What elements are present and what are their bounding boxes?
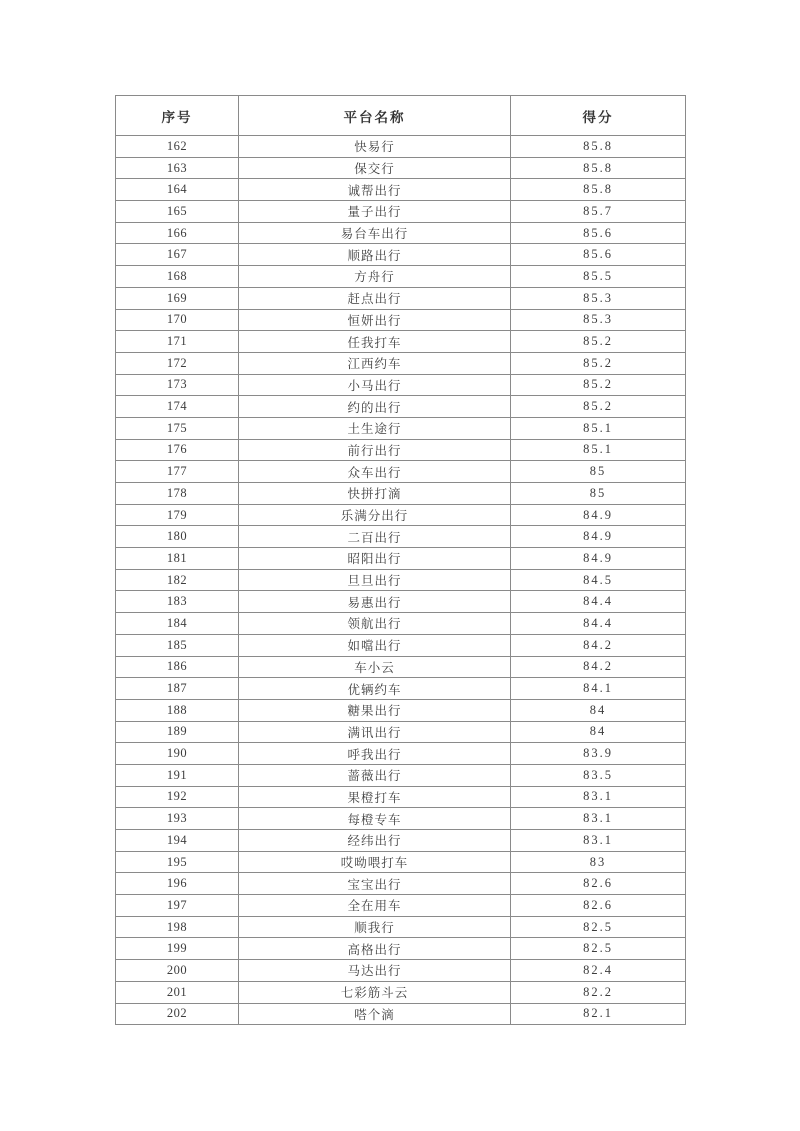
score-cell: 84 [511,721,686,743]
score-cell: 84.5 [511,569,686,591]
score-cell: 85.8 [511,136,686,158]
platform-name-cell: 如噹出行 [239,634,511,656]
table-row [116,938,686,960]
platform-name-cell: 顺路出行 [239,244,511,266]
serial-cell: 174 [116,396,239,418]
score-cell: 85.8 [511,179,686,201]
score-cell: 84.4 [511,613,686,635]
score-cell: 85.6 [511,244,686,266]
platform-name-cell: 赶点出行 [239,287,511,309]
serial-cell: 192 [116,786,239,808]
table-row [116,526,686,548]
platform-name-cell: 果橙打车 [239,786,511,808]
table-row [116,352,686,374]
table-row [116,634,686,656]
serial-cell: 173 [116,374,239,396]
score-cell: 84.2 [511,634,686,656]
table-row [116,764,686,786]
platform-name-cell: 乐满分出行 [239,504,511,526]
score-cell: 84.9 [511,504,686,526]
table-row [116,1003,686,1025]
platform-name-cell: 任我打车 [239,331,511,353]
table-row [116,287,686,309]
score-cell: 82.5 [511,938,686,960]
score-cell: 85.2 [511,352,686,374]
column-header-platform-name: 平台名称 [239,96,511,136]
score-cell: 83.1 [511,830,686,852]
serial-cell: 182 [116,569,239,591]
score-cell: 84.9 [511,526,686,548]
platform-name-cell: 方舟行 [239,266,511,288]
score-cell: 82.4 [511,960,686,982]
column-header-score: 得分 [511,96,686,136]
table-row [116,591,686,613]
score-cell: 84.1 [511,678,686,700]
serial-cell: 202 [116,1003,239,1025]
table-row [116,244,686,266]
platform-name-cell: 顺我行 [239,916,511,938]
score-cell: 84.2 [511,656,686,678]
platform-name-cell: 易台车出行 [239,222,511,244]
table-row [116,873,686,895]
score-cell: 85.3 [511,309,686,331]
table-row [116,808,686,830]
platform-name-cell: 昭阳出行 [239,548,511,570]
table-body [116,136,686,1025]
platform-name-cell: 江西约车 [239,352,511,374]
table-row [116,721,686,743]
score-cell: 83.1 [511,808,686,830]
table-row [116,266,686,288]
serial-cell: 172 [116,352,239,374]
platform-name-cell: 车小云 [239,656,511,678]
score-cell: 85 [511,461,686,483]
platform-name-cell: 蔷薇出行 [239,764,511,786]
platform-name-cell: 全在用车 [239,895,511,917]
serial-cell: 166 [116,222,239,244]
score-cell: 83.5 [511,764,686,786]
table-row [116,201,686,223]
platform-name-cell: 优辆约车 [239,678,511,700]
table-row [116,656,686,678]
score-cell: 85.2 [511,331,686,353]
platform-name-cell: 每橙专车 [239,808,511,830]
serial-cell: 196 [116,873,239,895]
table-row [116,222,686,244]
score-cell: 85.2 [511,374,686,396]
platform-name-cell: 恒妍出行 [239,309,511,331]
platform-name-cell: 满讯出行 [239,721,511,743]
serial-cell: 200 [116,960,239,982]
table-row [116,851,686,873]
serial-cell: 178 [116,483,239,505]
serial-cell: 201 [116,981,239,1003]
table-row [116,613,686,635]
platform-name-cell: 土生途行 [239,417,511,439]
serial-cell: 176 [116,439,239,461]
serial-cell: 197 [116,895,239,917]
platform-name-cell: 前行出行 [239,439,511,461]
serial-cell: 177 [116,461,239,483]
serial-cell: 163 [116,157,239,179]
serial-cell: 198 [116,916,239,938]
serial-cell: 162 [116,136,239,158]
platform-name-cell: 哎呦喂打车 [239,851,511,873]
serial-cell: 190 [116,743,239,765]
table-row [116,157,686,179]
score-cell: 85.8 [511,157,686,179]
serial-cell: 164 [116,179,239,201]
serial-cell: 188 [116,699,239,721]
serial-cell: 175 [116,417,239,439]
table-row [116,309,686,331]
score-cell: 84.9 [511,548,686,570]
score-cell: 82.6 [511,873,686,895]
platform-name-cell: 众车出行 [239,461,511,483]
platform-name-cell: 马达出行 [239,960,511,982]
serial-cell: 187 [116,678,239,700]
score-cell: 85.3 [511,287,686,309]
platform-name-cell: 糖果出行 [239,699,511,721]
score-cell: 85.5 [511,266,686,288]
serial-cell: 165 [116,201,239,223]
serial-cell: 195 [116,851,239,873]
table-row [116,830,686,852]
score-cell: 83 [511,851,686,873]
table-row [116,417,686,439]
platform-name-cell: 呼我出行 [239,743,511,765]
score-cell: 85 [511,483,686,505]
serial-cell: 171 [116,331,239,353]
score-cell: 82.5 [511,916,686,938]
serial-cell: 183 [116,591,239,613]
platform-name-cell: 嗒个滴 [239,1003,511,1025]
platform-name-cell: 宝宝出行 [239,873,511,895]
platform-name-cell: 保交行 [239,157,511,179]
table-row [116,569,686,591]
platform-name-cell: 经纬出行 [239,830,511,852]
platform-name-cell: 七彩筋斗云 [239,981,511,1003]
score-cell: 83.1 [511,786,686,808]
serial-cell: 168 [116,266,239,288]
serial-cell: 189 [116,721,239,743]
score-cell: 85.6 [511,222,686,244]
platform-name-cell: 易惠出行 [239,591,511,613]
table-row [116,439,686,461]
platform-name-cell: 诚帮出行 [239,179,511,201]
serial-cell: 193 [116,808,239,830]
score-cell: 82.1 [511,1003,686,1025]
table-row [116,179,686,201]
table-row [116,981,686,1003]
platform-name-cell: 快易行 [239,136,511,158]
table-row [116,548,686,570]
table-header-row [116,96,686,136]
platform-name-cell: 旦旦出行 [239,569,511,591]
platform-name-cell: 小马出行 [239,374,511,396]
table-row [116,895,686,917]
score-cell: 84.4 [511,591,686,613]
score-cell: 85.1 [511,417,686,439]
platform-name-cell: 约的出行 [239,396,511,418]
table-row [116,916,686,938]
table-row [116,331,686,353]
table-row [116,699,686,721]
table-row [116,136,686,158]
serial-cell: 191 [116,764,239,786]
serial-cell: 185 [116,634,239,656]
score-cell: 85.1 [511,439,686,461]
score-cell: 82.6 [511,895,686,917]
serial-cell: 170 [116,309,239,331]
serial-cell: 167 [116,244,239,266]
serial-cell: 169 [116,287,239,309]
table-row [116,396,686,418]
serial-cell: 179 [116,504,239,526]
serial-cell: 199 [116,938,239,960]
score-cell: 82.2 [511,981,686,1003]
table-row [116,483,686,505]
serial-cell: 180 [116,526,239,548]
table-row [116,786,686,808]
column-header-serial: 序号 [116,96,239,136]
serial-cell: 181 [116,548,239,570]
serial-cell: 194 [116,830,239,852]
platform-score-table [115,95,686,1025]
serial-cell: 184 [116,613,239,635]
platform-name-cell: 高格出行 [239,938,511,960]
platform-name-cell: 快拼打滴 [239,483,511,505]
serial-cell: 186 [116,656,239,678]
table-row [116,743,686,765]
table-row [116,374,686,396]
table-row [116,461,686,483]
score-cell: 84 [511,699,686,721]
platform-name-cell: 二百出行 [239,526,511,548]
platform-name-cell: 领航出行 [239,613,511,635]
score-cell: 85.7 [511,201,686,223]
score-cell: 85.2 [511,396,686,418]
score-cell: 83.9 [511,743,686,765]
table-row [116,504,686,526]
platform-name-cell: 量子出行 [239,201,511,223]
table-row [116,678,686,700]
table-row [116,960,686,982]
